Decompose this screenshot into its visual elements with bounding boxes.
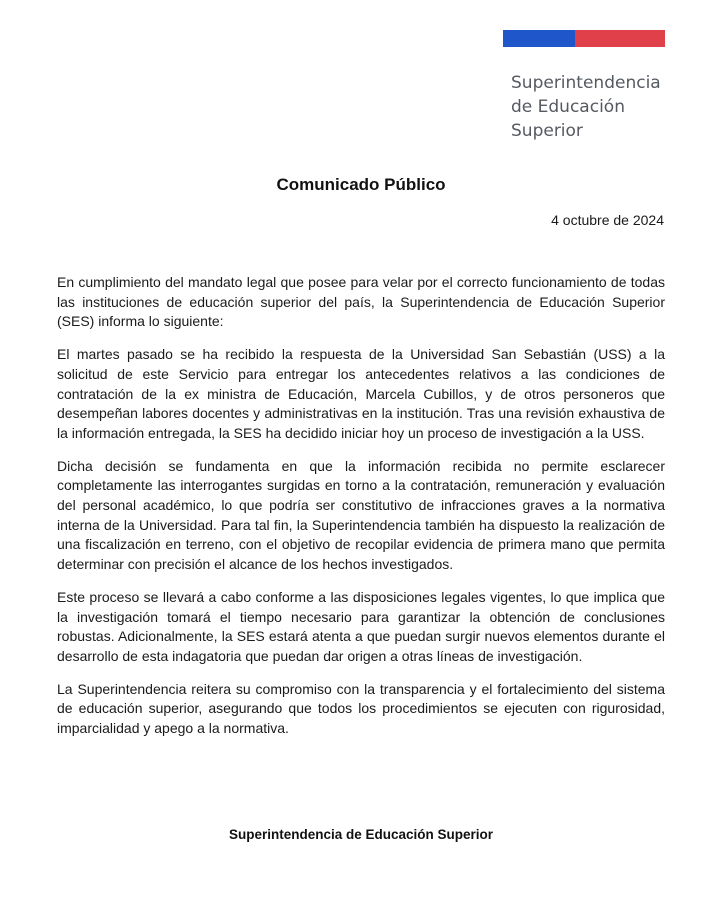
signature: Superintendencia de Educación Superior [228,827,494,842]
document-title: Comunicado Público [276,175,446,194]
paragraph-4: Este proceso se llevará a cabo conforme a las disposiciones legales vigentes, lo que implica que la investigación tomará el tiempo necesario para garantizar la obtención de conclusiones robustas. Adicionalmente, la SES estará atenta a que puedan surgir nuevos elementos durante el desarrollo de esta indagatoria que puedan dar origen a otras líneas de investigación. [57,588,665,664]
flag-blue-segment [503,30,575,47]
flag-red-segment [575,30,665,47]
flag-color-bar [503,30,665,47]
paragraph-1: En cumplimiento del mandato legal que posee para velar por el correcto funcionamiento de todas las instituciones de educación superior del país, la Superintendencia de Educación Superior (SES) informa lo siguiente: [57,274,665,330]
org-logo [511,71,701,143]
document-date: 4 octubre de 2024 [551,212,664,228]
paragraph-2: El martes pasado se ha recibido la respuesta de la Universidad San Sebastián (USS) a la solicitud de este Servicio para entregar los antecedentes relativos a las condiciones de contratación de la ex ministra de Educación, Marcela Cubillos, y de otros personeros que desempeñan labores docentes y administrativas en la institución. Tras una revisión exhaustiva de la información entregada, la SES ha decidido iniciar hoy un proceso de investigación a la USS. [57,346,665,441]
paragraph-3: Dicha decisión se fundamenta en que la información recibida no permite esclarecer completamente las interrogantes surgidas en torno a la contratación, remuneración y evaluación del personal académico, lo que podría ser constitutivo de infracciones graves a la normativa interna de la Universidad. Para tal fin, la Superintendencia también ha dispuesto la realización de una fiscalización en terreno, con el objetivo de recopilar evidencia de primera mano que permita determinar con precisión el alcance de los hechos investigados. [57,457,665,573]
paragraph-5: La Superintendencia reitera su compromiso con la transparencia y el fortalecimiento del sistema de educación superior, asegurando que todos los procedimientos se ejecuten con rigurosidad, imparcialidad y apego a la normativa. [57,680,665,737]
org-logo-line-1: Superintendencia [511,73,661,93]
document-body [57,273,665,752]
org-logo-line-2: de Educación [511,97,625,117]
org-logo-line-3: Superior [511,121,583,141]
